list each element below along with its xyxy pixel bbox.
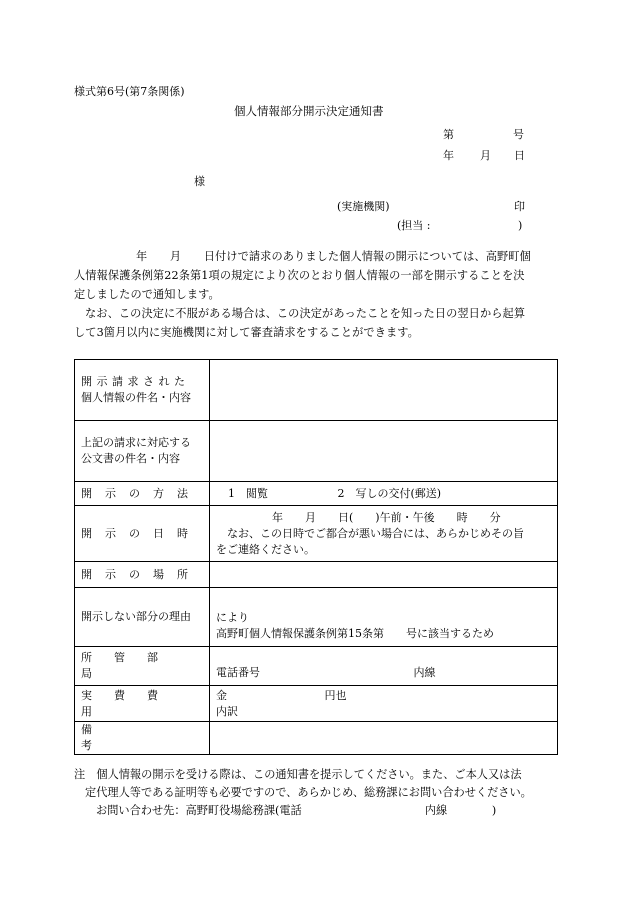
- method-option-view[interactable]: 1 閲覧: [228, 486, 268, 500]
- label-text: 所管部局: [81, 651, 180, 680]
- body-line-5: して3箇月以内に実施機関に対して審査請求をすることができます。: [74, 326, 419, 339]
- label-text: 開示しない部分の理由: [81, 610, 191, 623]
- place-value[interactable]: [210, 562, 558, 588]
- form-number: 様式第6号(第7条関係): [74, 85, 185, 98]
- disclosure-table: [74, 359, 558, 755]
- department-value: [210, 647, 558, 686]
- note-line-1: 注 個人情報の開示を受ける際は、この通知書を提示してください。また、ご本人又は法: [74, 768, 522, 781]
- row-label-line: [81, 374, 203, 390]
- row-label-method: [75, 482, 210, 506]
- amount-suffix: 円也: [324, 688, 347, 702]
- note-contact: お問い合わせ先：高野町役場総務課(電話 内線 ): [96, 804, 497, 817]
- row-label-line: 公文書の件名・内容: [81, 452, 180, 465]
- table-row: [75, 647, 558, 686]
- cost-value: [210, 686, 558, 722]
- table-row: [75, 482, 558, 506]
- method-option-mail[interactable]: 2 写しの交付(郵送): [337, 486, 442, 500]
- body-line-3: 定しましたので通知します。: [74, 288, 220, 301]
- table-row: [75, 360, 558, 421]
- amount-prefix: 金: [216, 688, 227, 702]
- label-text: 開示の日時: [81, 526, 201, 540]
- date-day: 日: [514, 149, 525, 162]
- table-row: [75, 588, 558, 647]
- row-label-reason: [75, 588, 210, 647]
- extension-label: 内線: [413, 666, 436, 679]
- label-text: 開示の場所: [81, 567, 201, 581]
- datetime-fields[interactable]: 年 月 日( )午前・午後 時 分: [272, 510, 501, 524]
- body-line-1: 年 月 日付けで請求のありました個人情報の開示については、高野町個: [136, 250, 531, 263]
- table-row: [75, 562, 558, 588]
- public-document-value[interactable]: [210, 421, 558, 482]
- date-month: 月: [480, 149, 491, 162]
- footer-notes: [74, 766, 564, 820]
- contact-close: ): [518, 219, 523, 232]
- datetime-note-line: なお、この日時でご都合が悪い場合には、あらかじめその旨: [227, 526, 524, 540]
- row-label-place: [75, 562, 210, 588]
- table-row: [75, 686, 558, 722]
- row-label-remarks: [75, 722, 210, 755]
- phone-label: 電話番号: [216, 666, 260, 679]
- label-text: 開示の方法: [81, 486, 201, 500]
- body-line-4: なお、この決定に不服がある場合は、この決定があったことを知った日の翌日から起算: [85, 307, 526, 320]
- method-value: [210, 482, 558, 506]
- row-label-line: 上記の請求に対応する: [81, 436, 191, 449]
- document-title: 個人情報部分開示決定通知書: [234, 104, 384, 118]
- row-label-department: [75, 647, 210, 686]
- date-year: 年: [443, 149, 454, 162]
- datetime-note-line: をご連絡ください。: [216, 542, 315, 556]
- reason-line: 高野町個人情報保護条例第15条第 号に該当するため: [216, 627, 494, 640]
- addressee-suffix: 様: [194, 175, 205, 188]
- row-label-requested-info: [75, 360, 210, 421]
- body-paragraph: [74, 247, 558, 342]
- label-text: 備考: [81, 723, 168, 752]
- number-prefix: 第: [443, 128, 454, 141]
- seal-mark: 印: [514, 200, 525, 213]
- number-suffix: 号: [513, 128, 524, 141]
- table-row: [75, 722, 558, 755]
- label-text: 実費費用: [81, 688, 180, 718]
- table-row: [75, 506, 558, 562]
- contact-open: (担当 :: [397, 219, 431, 232]
- requested-info-value[interactable]: [210, 360, 558, 421]
- breakdown-label: 内訳: [216, 704, 238, 718]
- body-line-2: 人情報保護条例第22条第1項の規定により次のとおり個人情報の一部を開示することを決: [74, 269, 525, 282]
- row-label-public-document: [75, 421, 210, 482]
- note-line-2: 定代理人等である証明等も必要ですので、あらかじめ、総務課にお問い合わせください。: [85, 786, 532, 799]
- table-row: [75, 421, 558, 482]
- row-label-cost: [75, 686, 210, 722]
- label-text: 開示請求された: [81, 375, 190, 388]
- reason-line: により: [216, 611, 249, 624]
- agency-label: (実施機関): [337, 200, 390, 213]
- datetime-value: [210, 506, 558, 562]
- row-label-datetime: [75, 506, 210, 562]
- row-label-line: 個人情報の件名・内容: [81, 391, 191, 404]
- reason-value: [210, 588, 558, 647]
- remarks-value[interactable]: [210, 722, 558, 755]
